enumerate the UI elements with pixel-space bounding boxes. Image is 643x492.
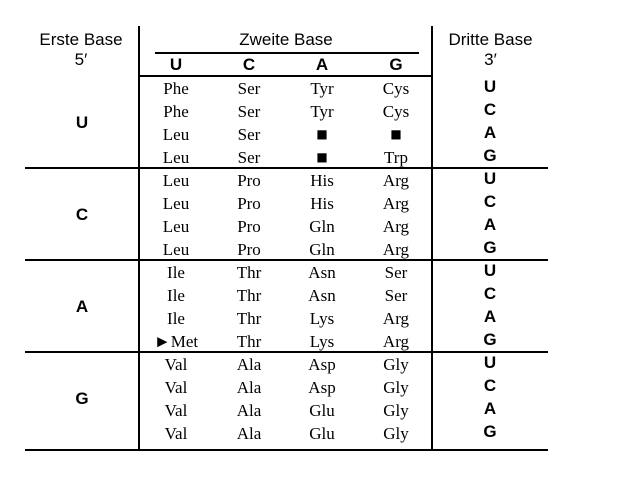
first-base-c: C — [75, 205, 89, 224]
amino-acid-cell: Phe — [163, 102, 189, 121]
third-base-u: U — [483, 261, 497, 280]
first-base-u: U — [75, 113, 89, 132]
amino-acid-cell: Ser — [237, 102, 261, 121]
third-base-a: A — [483, 123, 497, 142]
third-base-c: C — [483, 284, 497, 303]
amino-acid-cell: Ser — [237, 148, 261, 167]
third-base-a: A — [483, 215, 497, 234]
amino-acid-cell: Arg — [382, 217, 410, 236]
stop-codon-marker: ■ — [316, 150, 328, 164]
amino-acid-cell: His — [310, 171, 334, 190]
amino-acid-cell: Pro — [237, 217, 261, 236]
amino-acid-cell: Ala — [236, 401, 262, 420]
amino-acid-cell: Lys — [309, 332, 335, 351]
third-base-direction: 3′ — [484, 50, 497, 69]
amino-acid-cell: Val — [164, 424, 188, 443]
amino-acid-cell: Pro — [237, 194, 261, 213]
amino-acid-cell: Ile — [167, 263, 185, 282]
stop-codon-marker: ■ — [316, 127, 328, 141]
amino-acid-cell: Lys — [309, 309, 335, 328]
table-bottom-line — [25, 449, 548, 451]
amino-acid-cell: His — [310, 194, 334, 213]
amino-acid-cell: Glu — [309, 401, 335, 420]
amino-acid-cell: Gly — [383, 401, 409, 420]
amino-acid-cell: Trp — [384, 148, 408, 167]
amino-acid-cell: Arg — [382, 171, 410, 190]
third-base-g: G — [483, 146, 497, 165]
amino-acid-cell: Cys — [382, 79, 410, 98]
third-base-g: G — [483, 238, 497, 257]
amino-acid-cell: Leu — [162, 148, 190, 167]
amino-acid-cell: Ile — [167, 286, 185, 305]
amino-acid-cell: Arg — [382, 194, 410, 213]
first-base-g: G — [75, 389, 89, 408]
amino-acid-cell: Gln — [309, 240, 335, 259]
amino-acid-cell: Arg — [382, 332, 410, 351]
right-divider — [431, 26, 433, 451]
amino-acid-cell: Thr — [236, 286, 262, 305]
amino-acid-cell: Val — [164, 355, 188, 374]
third-base-c: C — [483, 376, 497, 395]
amino-acid-cell: Asp — [308, 378, 336, 397]
second-base-title: Zweite Base — [239, 30, 333, 49]
third-base-c: C — [483, 192, 497, 211]
amino-acid-cell: Gly — [383, 355, 409, 374]
second-base-col-c: C — [242, 55, 256, 74]
amino-acid-cell: Leu — [162, 125, 190, 144]
amino-acid-cell: Gly — [383, 378, 409, 397]
third-base-g: G — [483, 422, 497, 441]
amino-acid-cell: Ile — [167, 309, 185, 328]
amino-acid-cell: Pro — [237, 240, 261, 259]
third-base-u: U — [483, 169, 497, 188]
start-codon-cell: ►Met — [153, 332, 199, 351]
amino-acid-cell: Tyr — [310, 102, 334, 121]
amino-acid-cell: Asp — [308, 355, 336, 374]
second-base-col-g: G — [389, 55, 403, 74]
amino-acid-cell: Thr — [236, 263, 262, 282]
amino-acid-cell: Ser — [384, 286, 408, 305]
third-base-g: G — [483, 330, 497, 349]
third-base-u: U — [483, 353, 497, 372]
amino-acid-cell: Gly — [383, 424, 409, 443]
third-base-a: A — [483, 399, 497, 418]
amino-acid-cell: Arg — [382, 309, 410, 328]
amino-acid-cell: Thr — [236, 332, 262, 351]
amino-acid-cell: Arg — [382, 240, 410, 259]
third-base-title: Dritte Base — [448, 30, 533, 49]
amino-acid-cell: Ser — [384, 263, 408, 282]
first-base-direction: 5′ — [74, 50, 88, 69]
amino-acid-cell: Leu — [162, 194, 190, 213]
second-base-underline — [155, 52, 419, 54]
amino-acid-cell: Asn — [308, 263, 336, 282]
left-divider — [138, 26, 140, 451]
amino-acid-cell: Leu — [162, 217, 190, 236]
amino-acid-cell: Asn — [308, 286, 336, 305]
amino-acid-cell: Leu — [162, 240, 190, 259]
amino-acid-cell: Gln — [309, 217, 335, 236]
amino-acid-cell: Thr — [236, 309, 262, 328]
third-base-c: C — [483, 100, 497, 119]
second-base-col-a: A — [315, 55, 329, 74]
amino-acid-cell: Ala — [236, 424, 262, 443]
amino-acid-cell: Val — [164, 378, 188, 397]
stop-codon-marker: ■ — [390, 127, 402, 141]
amino-acid-cell: Val — [164, 401, 188, 420]
amino-acid-cell: Phe — [163, 79, 189, 98]
second-base-col-u: U — [169, 55, 183, 74]
amino-acid-cell: Cys — [382, 102, 410, 121]
amino-acid-cell: Ser — [237, 79, 261, 98]
amino-acid-cell: Pro — [237, 171, 261, 190]
amino-acid-cell: Leu — [162, 171, 190, 190]
first-base-title: Erste Base — [39, 30, 123, 49]
amino-acid-cell: Glu — [309, 424, 335, 443]
amino-acid-cell: Ala — [236, 355, 262, 374]
amino-acid-cell: Ser — [237, 125, 261, 144]
amino-acid-cell: Ala — [236, 378, 262, 397]
first-base-a: A — [75, 297, 89, 316]
third-base-a: A — [483, 307, 497, 326]
third-base-u: U — [483, 77, 497, 96]
amino-acid-cell: Tyr — [310, 79, 334, 98]
